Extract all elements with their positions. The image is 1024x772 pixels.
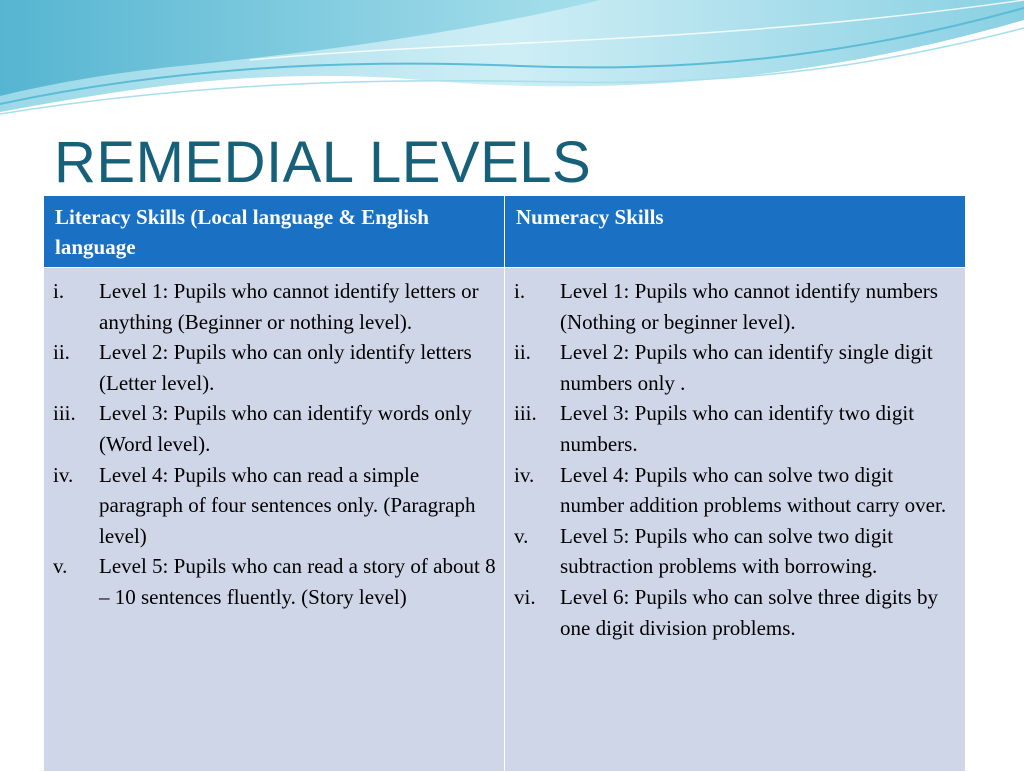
numeracy-level-1: Level 1: Pupils who cannot identify numbers (Nothing or beginner level). xyxy=(560,279,938,334)
list-item xyxy=(514,460,959,521)
numeracy-levels-list xyxy=(514,276,959,643)
header-literacy-skills: Literacy Skills (Local language & English language xyxy=(44,196,505,268)
literacy-levels-cell xyxy=(44,268,505,772)
table-row xyxy=(44,268,966,772)
table-header-row xyxy=(44,196,966,268)
list-item xyxy=(53,460,498,552)
list-marker: i. xyxy=(53,279,65,303)
list-marker: i. xyxy=(514,279,526,303)
list-item xyxy=(514,337,959,398)
numeracy-level-6: Level 6: Pupils who can solve three digits by one digit division problems. xyxy=(560,584,938,640)
list-marker: v. xyxy=(53,554,68,579)
numeracy-level-2: Level 2: Pupils who can identify single digit numbers only . xyxy=(560,340,933,395)
list-marker: iii. xyxy=(53,401,76,426)
list-item xyxy=(514,582,959,643)
list-marker: iv. xyxy=(514,462,535,487)
list-item xyxy=(53,337,498,398)
numeracy-level-5: Level 5: Pupils who can solve two digit subtraction problems with borrowing. xyxy=(560,523,894,579)
numeracy-levels-cell xyxy=(505,268,966,772)
list-item xyxy=(53,398,498,459)
list-item xyxy=(53,551,498,612)
list-item xyxy=(53,276,498,337)
numeracy-level-4: Level 4: Pupils who can solve two digit number addition problems without carry over. xyxy=(560,462,947,518)
slide-title: REMEDIAL LEVELS xyxy=(54,130,592,195)
header-numeracy-skills: Numeracy Skills xyxy=(505,196,966,268)
list-item xyxy=(514,521,959,582)
list-item xyxy=(514,276,959,337)
numeracy-level-3: Level 3: Pupils who can identify two digit numbers. xyxy=(560,401,915,456)
list-marker: vi. xyxy=(514,584,536,609)
literacy-level-5: Level 5: Pupils who can read a story of about 8 – 10 sentences fluently. (Story level) xyxy=(99,554,496,609)
literacy-level-2: Level 2: Pupils who can only identify letters (Letter level). xyxy=(99,340,472,395)
literacy-level-3: Level 3: Pupils who can identify words only (Word level). xyxy=(99,401,472,456)
remedial-levels-table xyxy=(43,195,966,772)
literacy-level-1: Level 1: Pupils who cannot identify letters or anything (Beginner or nothing level). xyxy=(99,279,479,334)
list-item xyxy=(514,398,959,459)
list-marker: iv. xyxy=(53,462,74,487)
list-marker: ii. xyxy=(514,340,531,365)
list-marker: v. xyxy=(514,523,529,548)
literacy-levels-list xyxy=(53,276,498,613)
literacy-level-4: Level 4: Pupils who can read a simple paragraph of four sentences only. (Paragraph level) xyxy=(99,462,476,548)
list-marker: iii. xyxy=(514,401,537,426)
decorative-wave-header xyxy=(0,0,1024,130)
list-marker: ii. xyxy=(53,340,70,365)
